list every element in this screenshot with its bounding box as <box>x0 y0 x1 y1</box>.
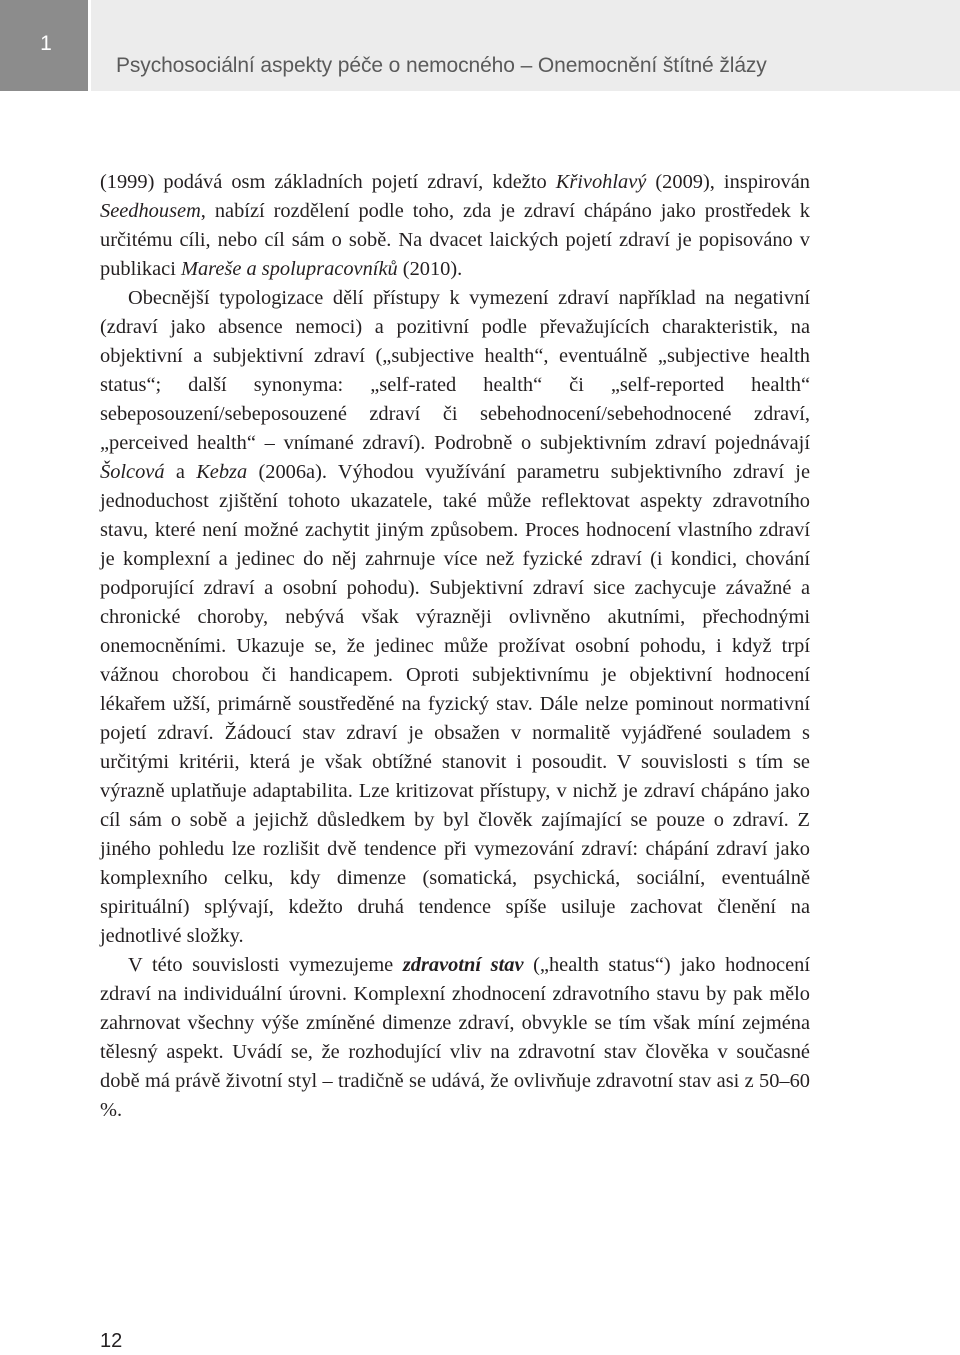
italic-name: Mareše a spolupracovníků <box>180 258 398 280</box>
page-number: 12 <box>100 1330 123 1352</box>
text-run: , nabízí rozdělení podle toho, zda je zdraví chápáno jako prostředek k určitému cíli, nebo cíl sám o sobě. Na dvacet laických pojetí zdraví je popisováno v publikaci <box>100 200 810 280</box>
text-run: (2009), inspirován <box>646 171 810 193</box>
text-run: (2006a). Výhodou využívání parametru subjektivního zdraví je jednoduchost zjištění tohoto ukazatele, také může reflektovat aspekty zdravotního stavu, které není možné zachytit jiným způsobem. Proces hodnocení vlastního zdraví je komplexní a jedinec do něj zahrnuje více než fyzické zdraví (i kondici, chování podporující zdraví a osobní pohodu). Subjektivní zdraví sice zachycuje závažné a chronické choroby, nebývá však výrazněji ovlivněno akutními, přechodnými onemocněními. Ukazuje se, že jedinec může prožívat osobní pohodu, i když trpí vážnou chorobou či handicapem. Oproti subjektivnímu je objektivní hodnocení lékařem užší, primárně soustředěné na fyzický stav. Dále nelze pominout normativní pojetí zdraví. Žádoucí stav zdraví je obsažen v normalitě vyjádřené souladem s určitými kritérii, která je však obtížné stanovit i posoudit. V souvislosti s tím se výrazně uplatňuje adaptabilita. Lze kritizovat přístupy, v nichž je zdraví chápáno jako cíl sám o sobě a jejichž důsledkem by byl člověk zajímající se pouze o zdraví. Z jiného pohledu lze rozlišit dvě tendence při vymezování zdraví: chápání zdraví jako komplexního celku, kdy dimenze (somatická, psychická, sociální, eventuálně spirituální) splývají, kdežto druhá tendence spíše usiluje zachovat členění na jednotlivé složky. <box>100 461 811 947</box>
paragraph <box>100 951 810 1125</box>
running-title: Psychosociální aspekty péče o nemocného – Onemocnění štítné žlázy <box>116 54 767 77</box>
italic-name: Šolcová <box>100 461 165 483</box>
italic-name: Křivohlavý <box>555 171 647 193</box>
chapter-number: 1 <box>40 31 52 55</box>
body-text <box>100 168 810 1125</box>
page-header <box>0 0 960 92</box>
text-run: (1999) podává osm základních pojetí zdraví, kdežto <box>100 171 556 193</box>
text-run: a <box>164 461 197 483</box>
text-run: (2010). <box>397 258 463 280</box>
chapter-number-box <box>0 0 88 91</box>
text-run: V této souvislosti vymezujeme <box>128 954 403 976</box>
italic-name: Kebza <box>196 461 248 483</box>
paragraph <box>100 284 810 951</box>
paragraph <box>100 168 810 284</box>
italic-name: Seedhousem <box>100 200 201 222</box>
emphasized-term: zdravotní stav <box>402 954 524 976</box>
text-run: Obecnější typologizace dělí přístupy k vymezení zdraví například na negativní (zdraví jako absence nemoci) a pozitivní podle převažujících charakteristik, na objektivní a subjektivní zdraví („subjective health“, eventuálně „subjective health status“; další synonyma: „self-rated health“ či „self-reported health“ sebeposouzení/sebeposouzené zdraví či sebehodnocení/sebehodnocené zdraví, „perceived health“ – vnímané zdraví). Podrobně o subjektivním zdraví pojednávají <box>100 287 810 454</box>
text-run: („health status“) jako hodnocení zdraví na individuální úrovni. Komplexní zhodnocení zdravotního stavu by pak mělo zahrnovat všechny výše zmíněné dimenze zdraví, obvykle se tím však míní zejména tělesný aspekt. Uvádí se, že rozhodující vliv na zdravotní stav člověka v současné době má právě životní styl – tradičně se udává, že ovlivňuje zdravotní stav asi z 50–60 %. <box>100 954 811 1121</box>
